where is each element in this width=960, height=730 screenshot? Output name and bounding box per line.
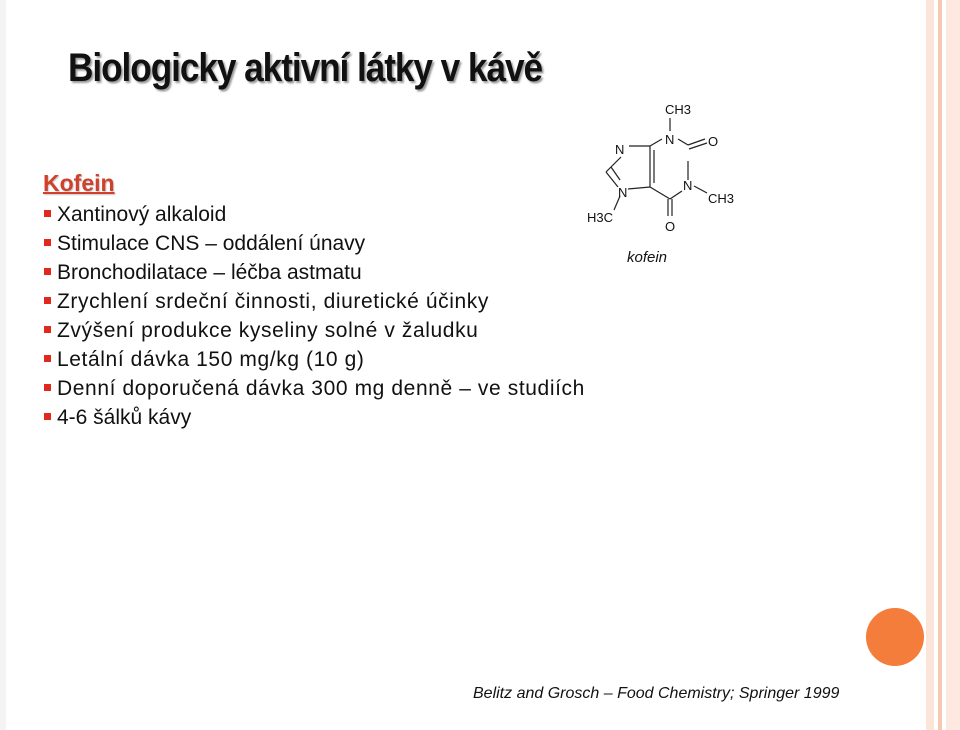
nitrogen-label: N	[615, 142, 625, 157]
bullet-list	[43, 200, 585, 432]
oxygen-label: O	[665, 219, 676, 234]
slide-left-edge	[0, 0, 6, 730]
bullet-square-icon	[44, 268, 51, 275]
oxygen-label: O	[708, 134, 719, 149]
bullet-square-icon	[44, 210, 51, 217]
citation: Belitz and Grosch – Food Chemistry; Springer 1999	[473, 685, 840, 702]
bullet-square-icon	[44, 384, 51, 391]
caffeine-structure	[580, 100, 750, 270]
structure-caption: kofein	[627, 249, 668, 266]
bullet-square-icon	[44, 239, 51, 246]
bullet-square-icon	[44, 413, 51, 420]
nitrogen-label: N	[665, 132, 675, 147]
nitrogen-label: N	[618, 185, 628, 200]
bullet-item: Xantinový alkaloid	[43, 200, 585, 229]
bullet-item: Denní doporučená dávka 300 mg denně – ve studiích	[43, 374, 585, 403]
decorative-stripe	[946, 0, 960, 730]
bullet-square-icon	[44, 326, 51, 333]
bullet-square-icon	[44, 355, 51, 362]
bullet-item: 4-6 šálků kávy	[43, 403, 585, 432]
bullet-item: Zvýšení produkce kyseliny solné v žaludku	[43, 316, 585, 345]
bullet-item: Stimulace CNS – oddálení únavy	[43, 229, 585, 258]
bullet-item: Letální dávka 150 mg/kg (10 g)	[43, 345, 585, 374]
section-heading: Kofein	[43, 170, 115, 196]
nitrogen-label: N	[683, 178, 693, 193]
methyl-label: CH3	[665, 102, 692, 117]
bullet-item: Bronchodilatace – léčba astmatu	[43, 258, 585, 287]
decorative-stripe	[926, 0, 934, 730]
methyl-label: H3C	[587, 210, 614, 225]
bullet-item: Zrychlení srdeční činnosti, diuretické účinky	[43, 287, 585, 316]
methyl-label: CH3	[708, 191, 735, 206]
bullet-square-icon	[44, 297, 51, 304]
decorative-circle	[866, 608, 924, 666]
decorative-stripe	[938, 0, 942, 730]
slide-title: Biologicky aktivní látky v kávě	[68, 46, 543, 90]
